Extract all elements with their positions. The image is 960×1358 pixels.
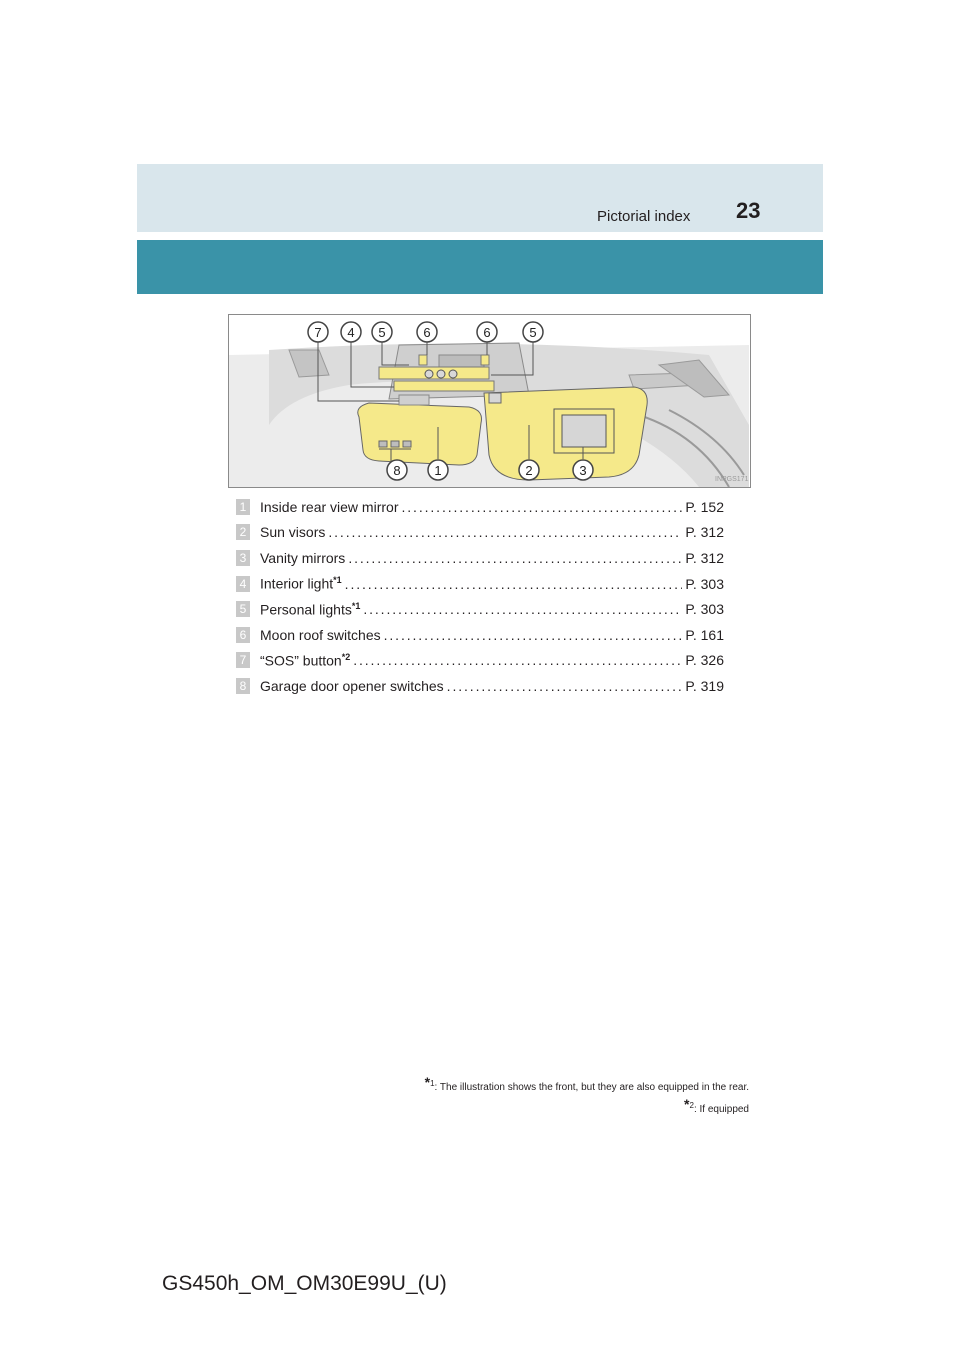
footnote-mark: *1 bbox=[351, 600, 361, 611]
list-item bbox=[236, 545, 724, 571]
page-ref: P. 312 bbox=[685, 549, 724, 566]
overhead-console-illustration bbox=[228, 314, 751, 488]
callout-label: 4 bbox=[347, 325, 355, 340]
dot-leader bbox=[384, 627, 683, 643]
dot-leader bbox=[345, 576, 683, 592]
callout-label: 7 bbox=[314, 325, 322, 340]
item-label: Garage door opener switches bbox=[260, 677, 444, 694]
list-item bbox=[236, 571, 724, 597]
list-item bbox=[236, 673, 724, 699]
item-number: 7 bbox=[236, 652, 250, 668]
item-label: Moon roof switches bbox=[260, 626, 381, 643]
footnote-1: *$^1$: The illustration shows the front, but they are also equipped in the rear. bbox=[424, 1074, 749, 1093]
list-item bbox=[236, 494, 724, 520]
item-label: Personal lights$^{*1}$ bbox=[260, 600, 361, 618]
item-number: 8 bbox=[236, 678, 250, 694]
list-item bbox=[236, 520, 724, 546]
item-label: Vanity mirrors bbox=[260, 549, 346, 566]
item-number: 3 bbox=[236, 550, 250, 566]
page-ref: P. 303 bbox=[685, 575, 724, 592]
page-ref: P. 319 bbox=[685, 677, 724, 694]
item-number: 1 bbox=[236, 499, 250, 515]
callout-label: 8 bbox=[393, 463, 401, 478]
page-ref: P. 303 bbox=[685, 601, 724, 618]
item-label: “SOS” button$^{*2}$ bbox=[260, 652, 351, 669]
dot-leader bbox=[353, 652, 682, 668]
footnote-2: *$^2$: If equipped bbox=[684, 1096, 749, 1115]
illustration-code: INPGS171 bbox=[715, 476, 749, 483]
list-item bbox=[236, 622, 724, 648]
item-label: Sun visors bbox=[260, 524, 326, 541]
callout-label: 1 bbox=[434, 463, 442, 478]
footnote-mark: *1 bbox=[333, 575, 342, 586]
dot-leader bbox=[328, 524, 682, 540]
page-ref: P. 312 bbox=[685, 524, 724, 541]
footnote-mark: *2 bbox=[341, 652, 351, 663]
item-label: Inside rear view mirror bbox=[260, 498, 399, 515]
document-id: GS450h_OM_OM30E99U_(U) bbox=[162, 1272, 447, 1295]
item-number: 4 bbox=[236, 576, 250, 592]
section-band bbox=[137, 240, 823, 294]
dot-leader bbox=[348, 550, 682, 566]
page-ref: P. 152 bbox=[685, 498, 724, 515]
item-number: 6 bbox=[236, 627, 250, 643]
page-ref: P. 161 bbox=[685, 626, 724, 643]
page-ref: P. 326 bbox=[685, 652, 724, 669]
list-item bbox=[236, 596, 724, 622]
item-number: 2 bbox=[236, 524, 250, 540]
callout-label: 2 bbox=[525, 463, 533, 478]
section-title: Pictorial index bbox=[597, 208, 691, 225]
dot-leader bbox=[447, 678, 683, 694]
callout-label: 5 bbox=[378, 325, 386, 340]
item-label: Interior light$^{*1}$ bbox=[260, 575, 342, 592]
dot-leader bbox=[363, 601, 682, 617]
index-list bbox=[236, 494, 724, 699]
callout-label: 3 bbox=[579, 463, 587, 478]
header-band bbox=[137, 164, 823, 232]
illustration-drawing bbox=[229, 315, 750, 487]
callout-label: 6 bbox=[483, 325, 491, 340]
callouts-top bbox=[308, 322, 543, 342]
page-number: 23 bbox=[736, 198, 761, 223]
callout-label: 6 bbox=[423, 325, 431, 340]
list-item bbox=[236, 648, 724, 674]
callout-label: 5 bbox=[529, 325, 537, 340]
dot-leader bbox=[401, 499, 682, 515]
item-number: 5 bbox=[236, 601, 250, 617]
